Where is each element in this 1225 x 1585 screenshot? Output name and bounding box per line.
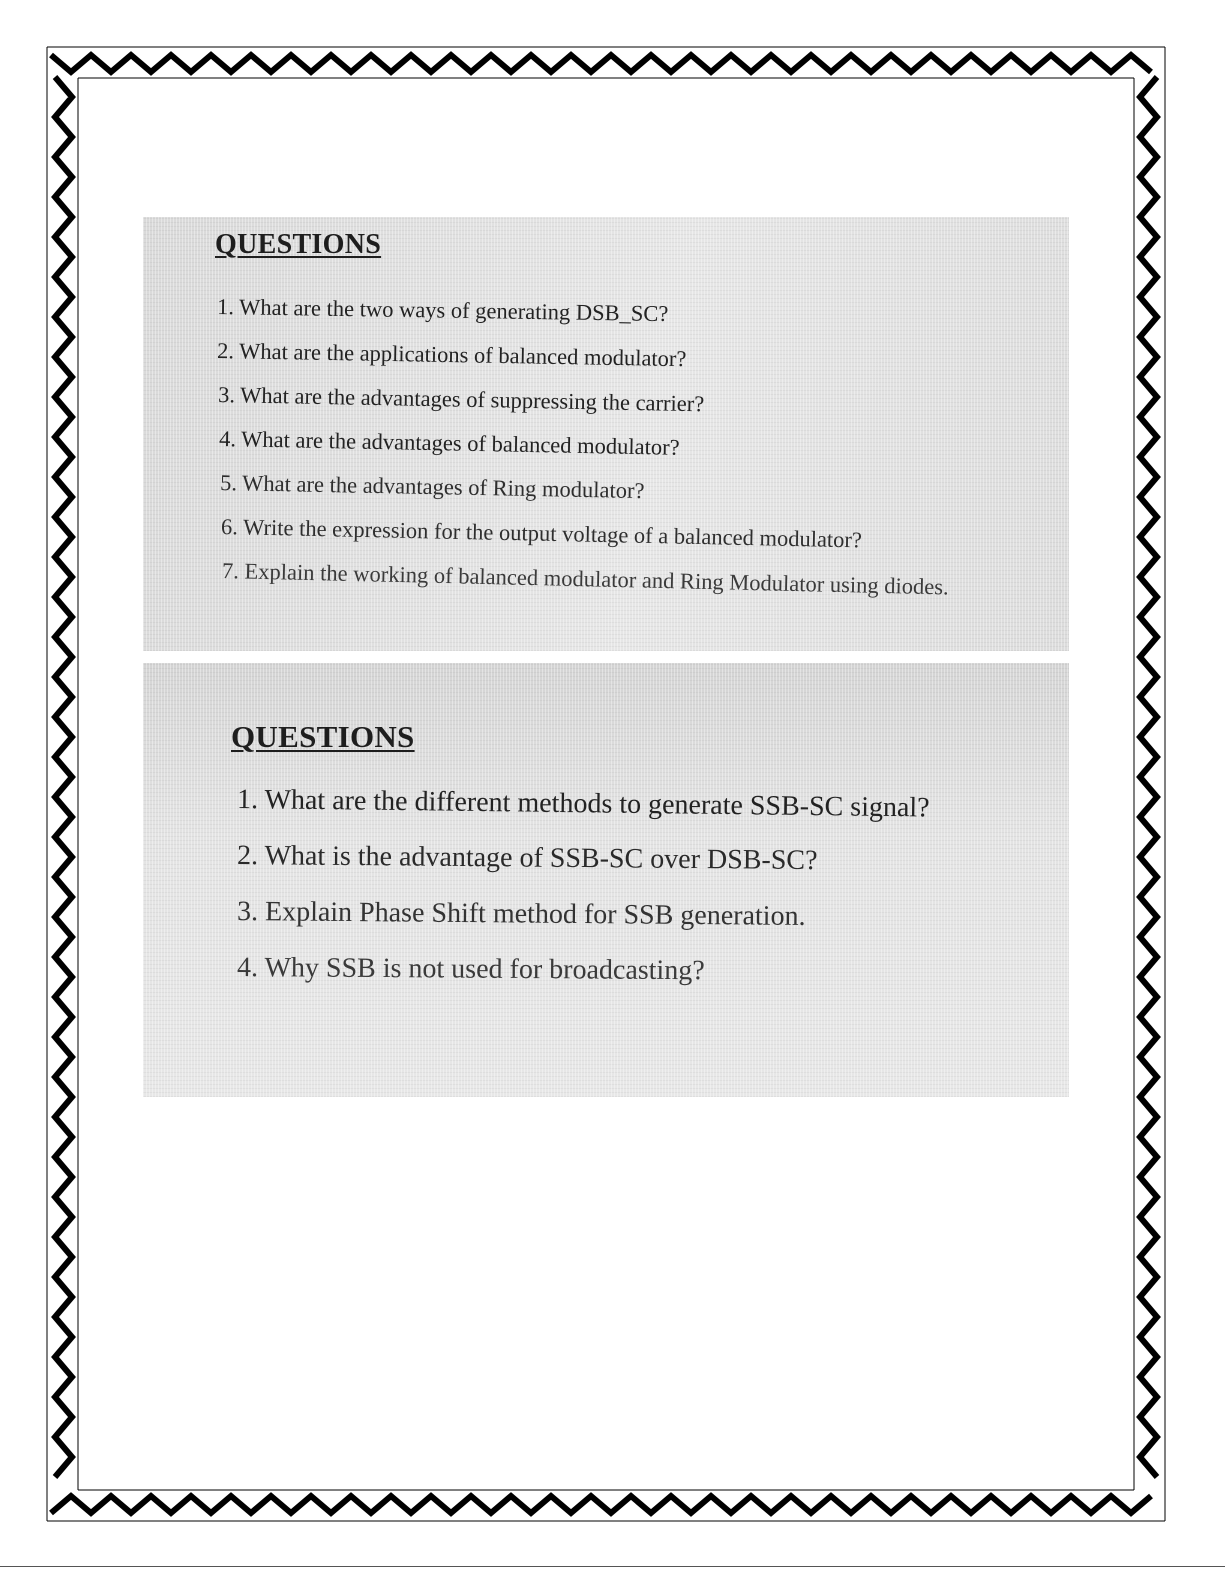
question-item: 2. What is the advantage of SSB-SC over DSB-SC? — [236, 840, 818, 877]
questions-photo-ssb-sc — [143, 663, 1069, 1097]
question-item: 7. Explain the working of balanced modulator and Ring Modulator using diodes. — [221, 558, 949, 600]
section-heading: QUESTIONS — [231, 719, 415, 754]
question-item: 5. What are the advantages of Ring modulator? — [219, 470, 645, 504]
question-list — [216, 289, 949, 600]
question-item: 3. What are the advantages of suppressing the carrier? — [217, 382, 705, 417]
question-list — [237, 777, 930, 1001]
questions-photo-dsb-sc — [143, 217, 1069, 651]
question-item: 2. What are the applications of balanced modulator? — [216, 338, 687, 372]
section-heading: QUESTIONS — [215, 229, 382, 260]
page-bottom-rule — [0, 1566, 1225, 1567]
question-item: 6. Write the expression for the output voltage of a balanced modulator? — [220, 514, 863, 553]
question-item: 3. Explain Phase Shift method for SSB generation. — [236, 896, 806, 932]
question-item: 1. What are the different methods to generate SSB-SC signal? — [236, 784, 930, 824]
question-item: 4. What are the advantages of balanced modulator? — [218, 426, 680, 460]
question-item: 4. Why SSB is not used for broadcasting? — [236, 952, 705, 987]
question-item: 1. What are the two ways of generating DSB_SC? — [216, 294, 669, 327]
